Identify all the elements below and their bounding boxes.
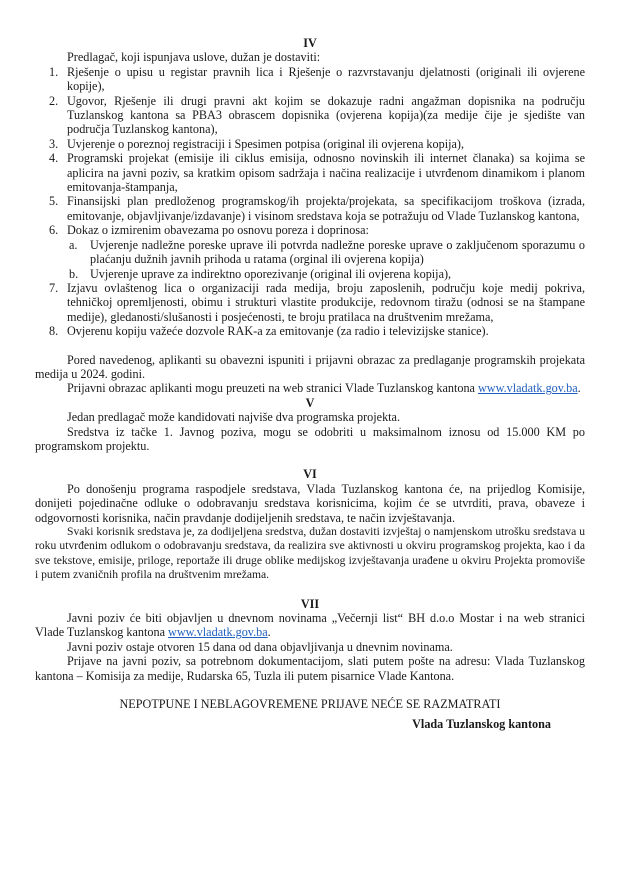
sublist-item: [67, 267, 585, 281]
list-item: [35, 194, 585, 223]
list-item-text: Programski projekat (emisije ili ciklus emisija, odnosno novinskih ili internet članaka) sa kojima se aplicira na javni poziv, sa kratkim opisom sadržaja i načina realizacije i utvrđenom dinamikom i planom emitovanja-štampanja,: [67, 151, 585, 195]
list-number: 5.: [49, 194, 59, 209]
section-v-para2: Sredstva iz tačke 1. Javnog poziva, mogu se odobriti u maksimalnom iznosu od 15.000 KM po programskom projektu.: [35, 424, 585, 453]
list-item: [35, 151, 585, 194]
download-paragraph: [35, 381, 585, 395]
list-item-text: Uvjerenje o poreznoj registraciji i Spesimen potpisa (original ili ovjerena kopija),: [67, 136, 464, 151]
sublist-letter: a.: [69, 237, 78, 252]
list-item: [35, 137, 585, 151]
spacer: [35, 453, 585, 467]
section-iv-intro: Predlagač, koji ispunjava uslove, dužan je dostaviti:: [67, 50, 321, 65]
section-v-para1: Jedan predlagač može kandidovati najviše dva programska projekta.: [67, 410, 401, 425]
publication-text: Javni poziv će biti objavljen u dnevnom novinama „Večernji list“ BH d.o.o Mostar i na web stranici Vlade Tuzlanskog kantona: [35, 611, 585, 640]
list-item-text: Izjavu ovlaštenog lica o organizaciji rada medija, broju zaposlenih, području koje medij pokriva, tehničkoj opremljenosti, obimu i strukturi vlastite produkcije, redovnom tiražu (odnosi se na štampane medije), gledanosti/slušanosti i posjećenosti, te broju pratilaca na društvenim mrežama,: [67, 280, 585, 324]
download-suffix: .: [577, 381, 581, 396]
list-number: 1.: [49, 64, 59, 79]
spacer: [35, 583, 585, 597]
website-link[interactable]: www.vladatk.gov.ba: [168, 625, 268, 640]
tax-proof-sublist: [67, 238, 585, 281]
sublist-letter: b.: [69, 266, 79, 281]
section-vii-para2: Javni poziv ostaje otvoren 15 dana od dana objavljivanja u dnevnim novinama.: [67, 639, 453, 654]
publication-suffix: .: [267, 625, 271, 640]
document-page: [35, 36, 585, 732]
list-number: 4.: [49, 151, 59, 166]
section-vii-para1: [35, 611, 585, 640]
list-item: [35, 94, 585, 137]
list-number: 2.: [49, 93, 59, 108]
download-text: Prijavni obrazac aplikanti mogu preuzeti na web stranici Vlade Tuzlanskog kantona: [67, 381, 478, 396]
spacer: [35, 683, 585, 697]
list-item-text: Finansijski plan predloženog programskog/ih projekta/projekata, sa specifikacijom troškova (izrada, emitovanje, objavljivanje/izdavanje) i visinom sredstava koja se potražuju od Vlade Tuzlanskog kantona,: [67, 194, 585, 223]
section-vii-heading: VII: [300, 596, 320, 611]
list-item: [35, 65, 585, 94]
list-number: 7.: [49, 280, 59, 295]
sublist-item: [67, 238, 585, 267]
section-vii-para3: Prijave na javni poziv, sa potrebnom dokumentacijom, slati putem pošte na adresu: Vlada Tuzlanskog kantona – Komisija za medije, Rudarska 65, Tuzla ili putem pisarnice Vlade Kantona.: [35, 654, 585, 683]
section-vi-heading: VI: [303, 467, 317, 482]
spacer: [35, 339, 585, 353]
list-number: 3.: [49, 136, 59, 151]
list-number: 8.: [49, 324, 59, 339]
website-link[interactable]: www.vladatk.gov.ba: [478, 381, 578, 396]
signature: Vlada Tuzlanskog kantona: [412, 717, 551, 732]
list-item: [35, 223, 585, 281]
sublist-item-text: Uvjerenje uprave za indirektno oporezivanje (original ili ovjerena kopija),: [90, 266, 452, 281]
section-iv-heading: IV: [303, 36, 317, 50]
list-number: 6.: [49, 223, 59, 238]
section-v-heading: V: [305, 395, 315, 410]
list-item: [35, 281, 585, 324]
section-vi-para2: Svaki korisnik sredstava je, za dodijeljena sredstva, dužan dostaviti izvještaj o namjenskom utrošku sredstava u roku utvrđenim odlukom o odobravanju sredstava, da realizira sve aktivnosti u okviru programskog projekta, kao i da sve tekstove, emisije, priloge, reportaže ili druge oblike medijskog izvještavanja urađene u okviru Projekta promoviše i putem zvaničnih profila na društvenim mrežama.: [35, 525, 585, 582]
section-vi-para1: Po donošenju programa raspodjele sredstava, Vlada Tuzlanskog kantona će, na prijedlog Komisije, donijeti pojedinačne odluke o odobravanju sredstava korisnicima, kojim će se utvrditi, prava, obaveze i odgovornosti korisnika, način pravdanje dodijeljenih sredstava, te način izvještavanja.: [35, 481, 585, 525]
list-item: [35, 324, 585, 338]
sublist-item-text: Uvjerenje nadležne poreske uprave ili potvrda nadležne poreske uprave o zaključenom sporazumu o plaćanju dužnih javnih prihoda u ratama (orginal ili ovjerena kopija): [90, 237, 585, 267]
requirements-list: [35, 65, 585, 339]
closing-notice: NEPOTPUNE I NEBLAGOVREMENE PRIJAVE NEĆE SE RAZMATRATI: [119, 697, 501, 712]
list-item-text: Rješenje o upisu u registar pravnih lica i Rješenje o razvrstavanju djelatnosti (originali ili ovjerene kopije),: [67, 64, 585, 94]
list-item-text: Dokaz o izmirenim obavezama po osnovu poreza i doprinosa:: [67, 223, 369, 238]
list-item-text: Ugovor, Rješenje ili drugi pravni akt kojim se dokazuje radni angažman dopisnika na području Tuzlanskog kantona sa PBA3 obrascem dopisnika (ovjerena kopija)(za medije čije je sjedište van područja Tuzlanskog kantona),: [67, 93, 585, 137]
application-form-paragraph: Pored navedenog, aplikanti su obavezni ispuniti i prijavni obrazac za predlaganje programskih projekata medija u 2024. godini.: [35, 352, 585, 381]
list-item-text: Ovjerenu kopiju važeće dozvole RAK-a za emitovanje (za radio i televizijske stanice).: [67, 324, 489, 339]
